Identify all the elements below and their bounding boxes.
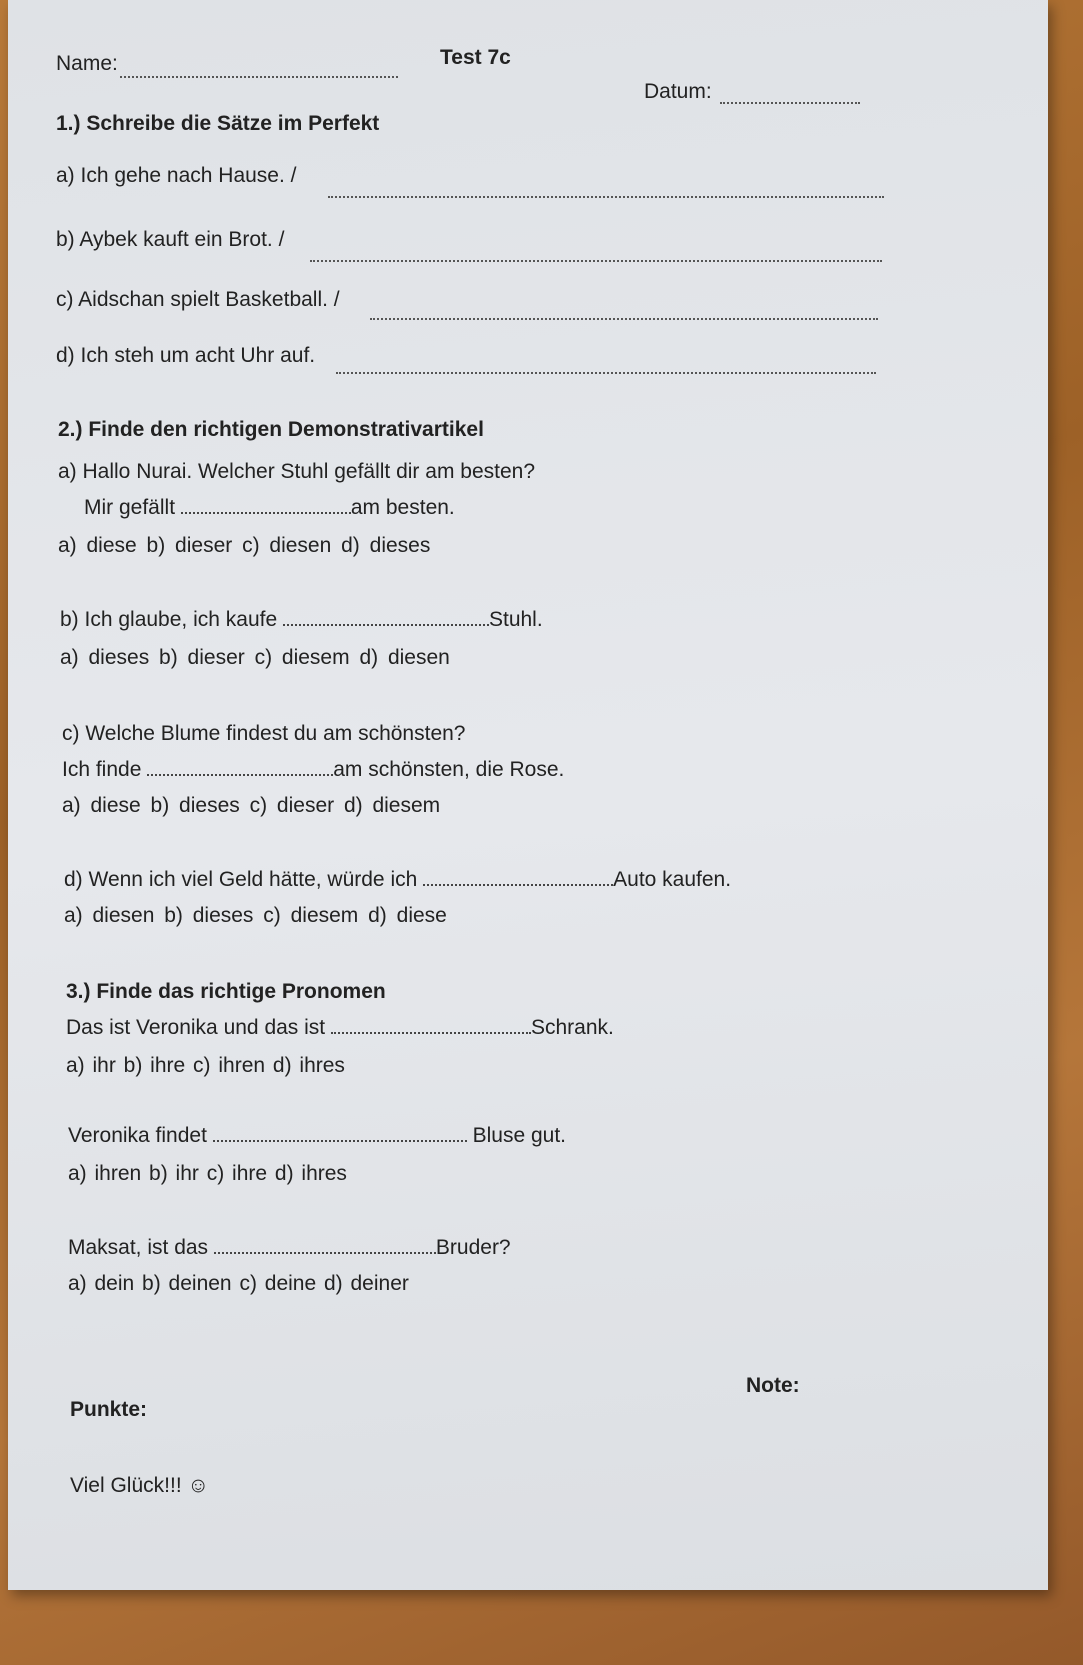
s2-options-b: a) dieses b) dieser c) diesem d) diesen [60,646,450,669]
s2-gap-b [283,608,489,626]
good-luck-text: Viel Glück!!! ☺ [70,1474,209,1497]
s1-answer-line-c [370,318,878,320]
s2-question-c: c) Welche Blume findest du am schönsten? [62,722,466,745]
s3-options-3: a) dein b) deinen c) deine d) deiner [68,1272,409,1295]
section3-heading: 3.) Finde das richtige Pronomen [66,980,386,1003]
s3-options-1: a) ihr b) ihre c) ihren d) ihres [66,1054,345,1077]
s2-question-a-gap-line: Mir gefällt am besten. [84,496,455,519]
s1-item-b: b) Aybek kauft ein Brot. / [56,228,285,251]
s3-gap-2 [213,1124,467,1142]
date-label: Datum: [644,80,712,103]
s3-options-2: a) ihren b) ihr c) ihre d) ihres [68,1162,347,1185]
s3-question-3: Maksat, ist das Bruder? [68,1236,511,1259]
section1-heading: 1.) Schreibe die Sätze im Perfekt [56,112,380,135]
date-answer-line [720,102,860,104]
s2-question-b: b) Ich glaube, ich kaufe Stuhl. [60,608,543,631]
test-sheet [8,0,1048,1590]
s2-options-d: a) diesen b) dieses c) diesem d) diese [64,904,447,927]
points-label: Punkte: [70,1398,148,1421]
s2-question-d: d) Wenn ich viel Geld hätte, würde ich Auto kaufen. [64,868,732,891]
s1-answer-line-a [328,196,884,198]
s3-gap-3 [214,1236,436,1254]
s2-question-c-gap-line: Ich finde am schönsten, die Rose. [62,758,565,781]
s3-question-2: Veronika findet Bluse gut. [68,1124,567,1147]
s1-answer-line-b [310,260,882,262]
s1-item-d: d) Ich steh um acht Uhr auf. [56,344,316,367]
s3-question-1: Das ist Veronika und das ist Schrank. [66,1016,614,1039]
s1-item-a: a) Ich gehe nach Hause. / [56,164,297,187]
name-answer-line [120,76,398,78]
s2-gap-d [423,868,613,886]
section2-heading: 2.) Finde den richtigen Demonstrativartikel [58,418,484,441]
s3-gap-1 [331,1016,531,1034]
s1-answer-line-d [336,372,876,374]
s2-options-c: a) diese b) dieses c) dieser d) diesem [62,794,441,817]
note-label: Note: [746,1374,800,1397]
s2-gap-a [181,496,351,514]
s2-gap-c [147,758,333,776]
s2-options-a: a) diese b) dieser c) diesen d) dieses [58,534,431,557]
name-label: Name: [56,52,118,75]
s2-question-a: a) Hallo Nurai. Welcher Stuhl gefällt dir am besten? [58,460,536,483]
test-title: Test 7c [440,46,511,69]
s1-item-c: c) Aidschan spielt Basketball. / [56,288,340,311]
